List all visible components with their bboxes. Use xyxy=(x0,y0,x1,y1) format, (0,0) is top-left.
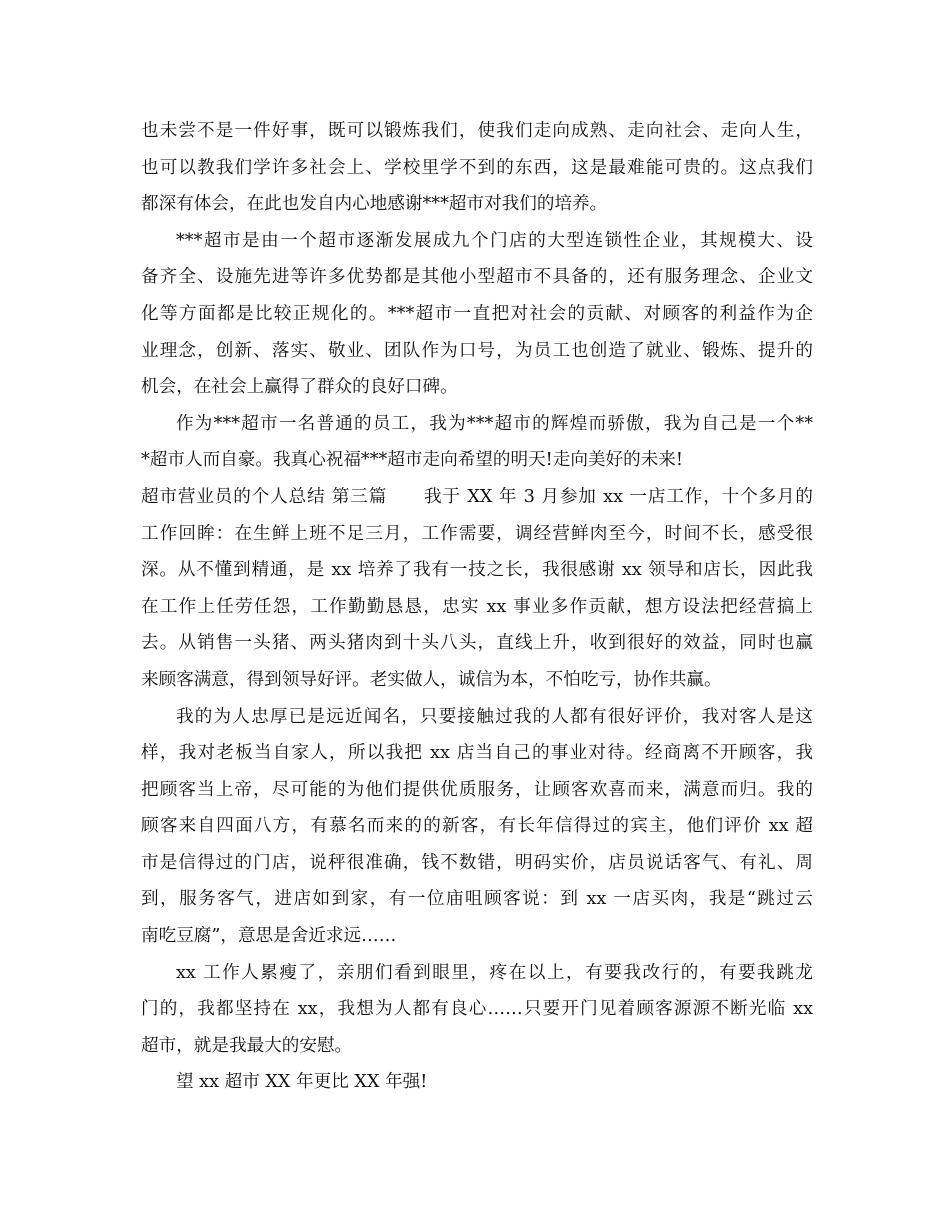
text-line: 去。从销售一头猪、两头猪肉到十头八头，直线上升，收到很好的效益，同时也赢 xyxy=(141,633,813,654)
text-line: 也未尝不是一件好事，既可以锻炼我们，使我们走向成熟、走向社会、走向人生， xyxy=(141,121,813,141)
text-line: 工作回眸：在生鲜上班不足三月，工作需要，调经营鲜肉至今，时间不长，感受很 xyxy=(141,523,813,544)
document-body xyxy=(141,113,813,1101)
text-line: 业理念，创新、落实、敬业、团队作为口号，为员工也创造了就业、锻炼、提升的 xyxy=(141,340,813,361)
text-line: 市是信得过的门店，说秤很准确，钱不数错，明码实价，店员说话客气、有礼、周 xyxy=(141,852,813,873)
text-line: ***超市是由一个超市逐渐发展成九个门店的大型连锁性企业，其规模大、设 xyxy=(176,230,813,251)
section-heading-line: 超市营业员的个人总结 第三篇 我于 XX 年 3 月参加 xx 一店工作，十个多月的 xyxy=(141,486,813,507)
text-line: 南吃豆腐”，意思是舍近求远…… xyxy=(141,926,397,947)
text-line: 深。从不懂到精通，是 xx 培养了我有一技之长，我很感谢 xx 领导和店长，因此我 xyxy=(141,560,813,581)
text-line: 到，服务客气，进店如到家，有一位庙咀顾客说：到 xx 一店买肉，我是“跳过云 xyxy=(141,889,813,910)
text-line: 样，我对老板当自家人，所以我把 xx 店当自己的事业对待。经商离不开顾客，我 xyxy=(141,743,813,764)
text-line: 备齐全、设施先进等许多优势都是其他小型超市不具备的，还有服务理念、企业文 xyxy=(141,267,813,288)
text-line: 作为***超市一名普通的员工，我为***超市的辉煌而骄傲，我为自己是一个** xyxy=(176,413,813,434)
text-line: 顾客来自四面八方，有慕名而来的的新客，有长年信得过的宾主，他们评价 xx 超 xyxy=(141,816,813,837)
text-line: 我的为人忠厚已是远近闻名，只要接触过我的人都有很好评价，我对客人是这 xyxy=(176,706,813,727)
text-line: 机会，在社会上赢得了群众的良好口碑。 xyxy=(141,377,458,398)
text-line: *超市人而自豪。我真心祝福***超市走向希望的明天!走向美好的未来! xyxy=(141,450,683,471)
text-line: xx 工作人累瘦了，亲朋们看到眼里，疼在以上，有要我改行的，有要我跳龙 xyxy=(176,962,813,983)
text-line: 来顾客满意，得到领导好评。老实做人，诚信为本，不怕吃亏，协作共赢。 xyxy=(141,669,722,690)
text-line: 也可以教我们学许多社会上、学校里学不到的东西，这是最难能可贵的。这点我们 xyxy=(141,157,813,178)
text-line: 把顾客当上帝，尽可能的为他们提供优质服务，让顾客欢喜而来，满意而归。我的 xyxy=(141,779,813,800)
text-line: 超市，就是我最大的安慰。 xyxy=(141,1035,353,1056)
text-line: 都深有体会，在此也发自内心地感谢***超市对我们的培养。 xyxy=(141,194,608,215)
text-line: 望 xx 超市 XX 年更比 XX 年强! xyxy=(176,1072,428,1093)
text-line: 在工作上任劳任怨，工作勤勤恳恳，忠实 xx 事业多作贡献，想方设法把经营搞上 xyxy=(141,596,813,617)
text-line: 化等方面都是比较正规化的。***超市一直把对社会的贡献、对顾客的利益作为企 xyxy=(141,303,813,324)
text-line: 门的，我都坚持在 xx，我想为人都有良心……只要开门见着顾客源源不断光临 xx xyxy=(141,999,813,1020)
